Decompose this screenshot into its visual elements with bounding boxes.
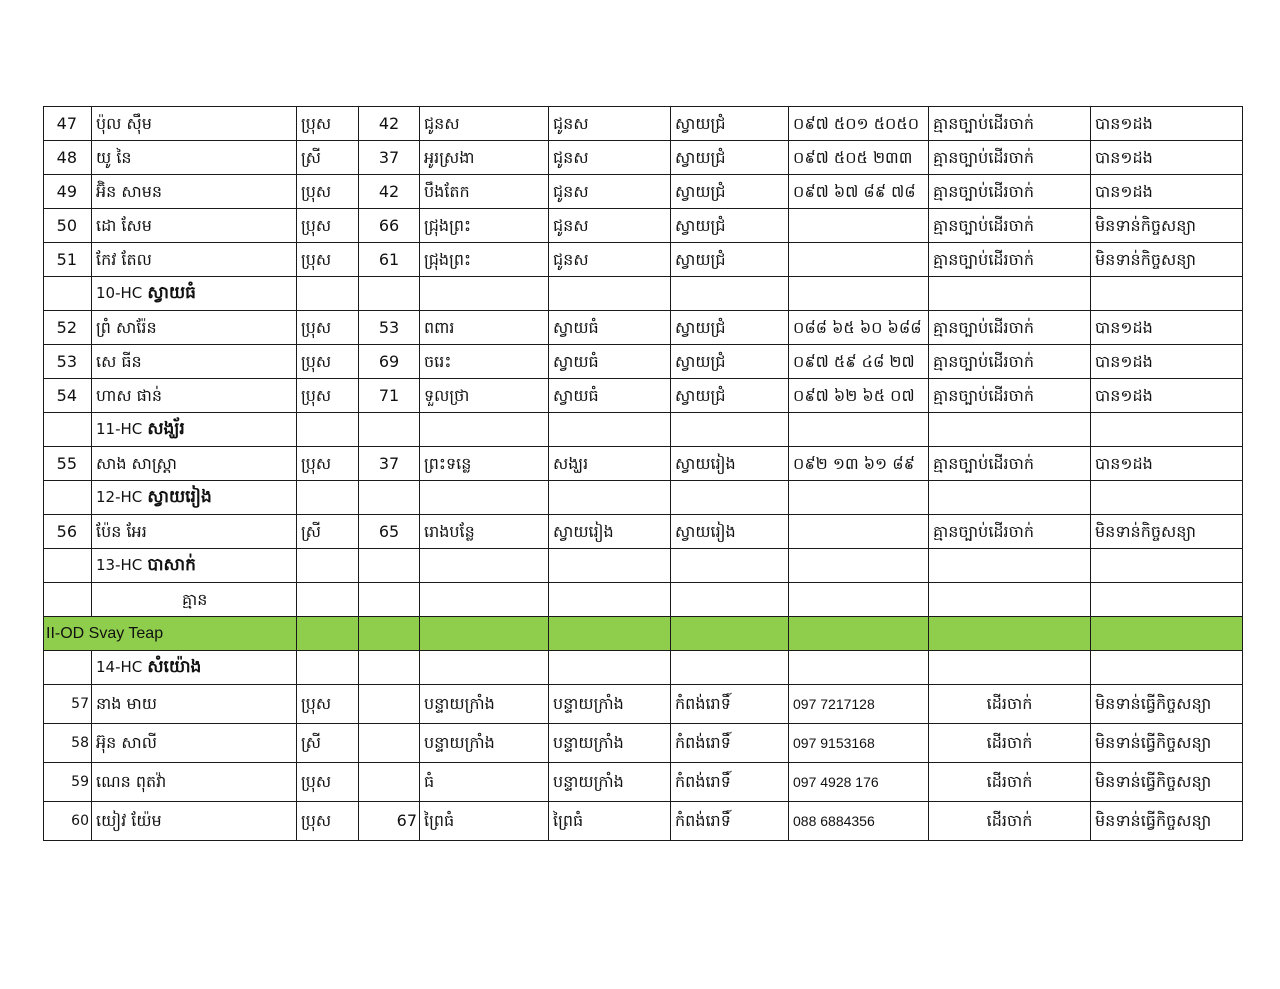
- status-cell: ដើរចាក់: [929, 685, 1091, 724]
- district-cell: ស្វាយជ្រំ: [671, 311, 789, 345]
- sex-cell: ប្រុស: [297, 209, 359, 243]
- status-cell: គ្មានច្បាប់ដើរចាក់: [929, 175, 1091, 209]
- village-cell: ពពារ: [420, 311, 549, 345]
- sex-cell: ប្រុស: [297, 175, 359, 209]
- status-cell: គ្មានច្បាប់ដើរចាក់: [929, 345, 1091, 379]
- status-cell: ដើរចាក់: [929, 802, 1091, 841]
- health-center-name: បាសាក់: [147, 555, 196, 575]
- sex-cell: ប្រុស: [297, 311, 359, 345]
- village-cell: ព្រៃធំ: [420, 802, 549, 841]
- age-cell: 67: [359, 802, 420, 841]
- result-cell: បាន១ដង: [1091, 345, 1243, 379]
- table-row: [44, 175, 1243, 209]
- table-row: [44, 107, 1243, 141]
- phone-cell: ០៨៨ ៦៥ ៦០ ៦៨៨: [789, 311, 929, 345]
- table-row: [44, 243, 1243, 277]
- phone-cell: 097 7217128: [789, 685, 929, 724]
- row-number: 50: [44, 209, 92, 243]
- phone-cell: [789, 243, 929, 277]
- phone-cell: ០៩៧ ៥០១ ៥០៥០: [789, 107, 929, 141]
- village-cell: ជ្រុងព្រះ: [420, 209, 549, 243]
- district-cell: កំពង់រោទិ៍: [671, 724, 789, 763]
- result-cell: បាន១ដង: [1091, 175, 1243, 209]
- row-number: 58: [44, 724, 92, 763]
- age-cell: [359, 763, 420, 802]
- district-cell: ស្វាយរៀង: [671, 515, 789, 549]
- district-cell: ស្វាយជ្រំ: [671, 243, 789, 277]
- age-cell: 42: [359, 107, 420, 141]
- commune-cell: ជូនស: [549, 175, 671, 209]
- commune-cell: សង្ឃរ: [549, 447, 671, 481]
- commune-cell: ស្វាយធំ: [549, 345, 671, 379]
- district-cell: កំពង់រោទិ៍: [671, 763, 789, 802]
- phone-cell: 088 6884356: [789, 802, 929, 841]
- result-cell: មិនទាន់ធ្វើកិច្ចសន្យា: [1091, 724, 1243, 763]
- district-cell: ស្វាយជ្រំ: [671, 379, 789, 413]
- operational-district-label: II-OD Svay Teap: [44, 617, 297, 651]
- status-cell: គ្មានច្បាប់ដើរចាក់: [929, 209, 1091, 243]
- sex-cell: ប្រុស: [297, 802, 359, 841]
- commune-cell: ព្រៃធំ: [549, 802, 671, 841]
- sex-cell: ប្រុស: [297, 107, 359, 141]
- phone-cell: [789, 515, 929, 549]
- sex-cell: ស្រី: [297, 141, 359, 175]
- row-number: 57: [44, 685, 92, 724]
- health-center-row: [44, 481, 1243, 515]
- name-cell: ដោ សែម: [92, 209, 297, 243]
- village-cell: ធំ: [420, 763, 549, 802]
- village-cell: ព្រះទន្លេ: [420, 447, 549, 481]
- status-cell: គ្មានច្បាប់ដើរចាក់: [929, 311, 1091, 345]
- village-cell: ទួលថ្រា: [420, 379, 549, 413]
- status-cell: គ្មានច្បាប់ដើរចាក់: [929, 447, 1091, 481]
- district-cell: ស្វាយជ្រំ: [671, 209, 789, 243]
- phone-cell: 097 9153168: [789, 724, 929, 763]
- status-cell: គ្មានច្បាប់ដើរចាក់: [929, 141, 1091, 175]
- name-cell: សេ ធីន: [92, 345, 297, 379]
- status-cell: គ្មានច្បាប់ដើរចាក់: [929, 243, 1091, 277]
- phone-cell: [789, 209, 929, 243]
- health-center-cell: [92, 651, 297, 685]
- health-center-row: [44, 651, 1243, 685]
- commune-cell: បន្ទាយក្រាំង: [549, 685, 671, 724]
- health-center-code: 10-HC: [96, 284, 143, 302]
- health-center-code: 13-HC: [96, 556, 143, 574]
- village-cell: ជូនស: [420, 107, 549, 141]
- name-cell: យៀវ យ៉ែម: [92, 802, 297, 841]
- commune-cell: បន្ទាយក្រាំង: [549, 724, 671, 763]
- health-center-name: ស្វាយរៀង: [147, 487, 212, 507]
- result-cell: បាន១ដង: [1091, 311, 1243, 345]
- health-center-name: សង្ឃ័រ: [147, 419, 185, 439]
- table-row: [44, 447, 1243, 481]
- health-center-cell: [92, 481, 297, 515]
- age-cell: 66: [359, 209, 420, 243]
- name-cell: យូ នៃ: [92, 141, 297, 175]
- result-cell: មិនទាន់កិច្ចសន្យា: [1091, 209, 1243, 243]
- table-row: [44, 802, 1243, 841]
- row-number: 53: [44, 345, 92, 379]
- result-cell: មិនទាន់ធ្វើកិច្ចសន្យា: [1091, 685, 1243, 724]
- phone-cell: 097 4928 176: [789, 763, 929, 802]
- district-cell: កំពង់រោទិ៍: [671, 802, 789, 841]
- result-cell: មិនទាន់កិច្ចសន្យា: [1091, 243, 1243, 277]
- sex-cell: ប្រុស: [297, 379, 359, 413]
- age-cell: [359, 724, 420, 763]
- sex-cell: ប្រុស: [297, 685, 359, 724]
- sex-cell: ប្រុស: [297, 763, 359, 802]
- commune-cell: ស្វាយរៀង: [549, 515, 671, 549]
- village-cell: បន្ទាយក្រាំង: [420, 685, 549, 724]
- sex-cell: ប្រុស: [297, 243, 359, 277]
- phone-cell: ០៩៧ ៥៩ ៤៨ ២៧: [789, 345, 929, 379]
- status-cell: ដើរចាក់: [929, 724, 1091, 763]
- village-cell: បន្ទាយក្រាំង: [420, 724, 549, 763]
- result-cell: មិនទាន់ធ្វើកិច្ចសន្យា: [1091, 763, 1243, 802]
- status-cell: ដើរចាក់: [929, 763, 1091, 802]
- none-note: គ្មាន: [92, 583, 297, 617]
- age-cell: 42: [359, 175, 420, 209]
- table-row: [44, 685, 1243, 724]
- age-cell: 71: [359, 379, 420, 413]
- health-center-cell: [92, 413, 297, 447]
- village-cell: អូរស្រងា: [420, 141, 549, 175]
- row-number: 54: [44, 379, 92, 413]
- village-cell: ចរេះ: [420, 345, 549, 379]
- village-cell: ជ្រុងព្រះ: [420, 243, 549, 277]
- row-number: 56: [44, 515, 92, 549]
- sex-cell: ស្រី: [297, 515, 359, 549]
- result-cell: បាន១ដង: [1091, 379, 1243, 413]
- table-row: [44, 311, 1243, 345]
- phone-cell: ០៩៧ ៦២ ៦៥ ០៧: [789, 379, 929, 413]
- name-cell: ហាស ផាន់: [92, 379, 297, 413]
- result-cell: មិនទាន់កិច្ចសន្យា: [1091, 515, 1243, 549]
- health-center-row: [44, 549, 1243, 583]
- health-center-name: ស្វាយធំ: [147, 283, 196, 303]
- row-number: 48: [44, 141, 92, 175]
- commune-cell: បន្ទាយក្រាំង: [549, 763, 671, 802]
- phone-cell: ០៩២ ១៣ ៦១ ៨៩: [789, 447, 929, 481]
- village-cell: បឹងតែក: [420, 175, 549, 209]
- table-row: [44, 763, 1243, 802]
- name-cell: នាង មាយ: [92, 685, 297, 724]
- table-row: [44, 379, 1243, 413]
- commune-cell: ស្វាយធំ: [549, 311, 671, 345]
- name-cell: ណេន ពុតវ៉ា: [92, 763, 297, 802]
- health-center-row: [44, 413, 1243, 447]
- result-cell: បាន១ដង: [1091, 141, 1243, 175]
- health-center-code: 12-HC: [96, 488, 143, 506]
- age-cell: 65: [359, 515, 420, 549]
- table-row: [44, 345, 1243, 379]
- health-center-cell: [92, 549, 297, 583]
- table-row: [44, 515, 1243, 549]
- health-center-name: សំយ៉ោង: [147, 657, 202, 677]
- name-cell: ប៉ុល ស៊ឹម: [92, 107, 297, 141]
- table-row: [44, 209, 1243, 243]
- result-cell: បាន១ដង: [1091, 107, 1243, 141]
- health-center-code: 11-HC: [96, 420, 143, 438]
- table-row: [44, 724, 1243, 763]
- commune-cell: ជូនស: [549, 107, 671, 141]
- name-cell: អ៊ិន សាមន: [92, 175, 297, 209]
- health-center-code: 14-HC: [96, 658, 143, 676]
- table-row: [44, 141, 1243, 175]
- empty-note-row: [44, 583, 1243, 617]
- sex-cell: ប្រុស: [297, 447, 359, 481]
- commune-cell: ជូនស: [549, 141, 671, 175]
- name-cell: ប៉ែន អែរ: [92, 515, 297, 549]
- name-cell: ព្រំ សារ៉ែន: [92, 311, 297, 345]
- row-number: 47: [44, 107, 92, 141]
- district-cell: ស្វាយរៀង: [671, 447, 789, 481]
- commune-cell: ជូនស: [549, 209, 671, 243]
- sex-cell: ស្រី: [297, 724, 359, 763]
- records-table: [43, 106, 1243, 841]
- age-cell: [359, 685, 420, 724]
- age-cell: 37: [359, 141, 420, 175]
- status-cell: គ្មានច្បាប់ដើរចាក់: [929, 379, 1091, 413]
- age-cell: 37: [359, 447, 420, 481]
- row-number: 52: [44, 311, 92, 345]
- result-cell: មិនទាន់ធ្វើកិច្ចសន្យា: [1091, 802, 1243, 841]
- age-cell: 69: [359, 345, 420, 379]
- name-cell: កែវ តែល: [92, 243, 297, 277]
- name-cell: សាង សាស្ត្រា: [92, 447, 297, 481]
- status-cell: គ្មានច្បាប់ដើរចាក់: [929, 515, 1091, 549]
- district-cell: ស្វាយជ្រំ: [671, 175, 789, 209]
- row-number: 51: [44, 243, 92, 277]
- age-cell: 61: [359, 243, 420, 277]
- name-cell: អ៊ុន សាលី: [92, 724, 297, 763]
- operational-district-row: [44, 617, 1243, 651]
- district-cell: ស្វាយជ្រំ: [671, 141, 789, 175]
- phone-cell: ០៩៧ ៦៧ ៨៩ ៧៨: [789, 175, 929, 209]
- row-number: 49: [44, 175, 92, 209]
- sex-cell: ប្រុស: [297, 345, 359, 379]
- result-cell: បាន១ដង: [1091, 447, 1243, 481]
- row-number: 59: [44, 763, 92, 802]
- phone-cell: ០៩៧ ៥០៥ ២៣៣: [789, 141, 929, 175]
- health-center-cell: [92, 277, 297, 311]
- district-cell: កំពង់រោទិ៍: [671, 685, 789, 724]
- status-cell: គ្មានច្បាប់ដើរចាក់: [929, 107, 1091, 141]
- district-cell: ស្វាយជ្រំ: [671, 345, 789, 379]
- age-cell: 53: [359, 311, 420, 345]
- commune-cell: ស្វាយធំ: [549, 379, 671, 413]
- row-number: 55: [44, 447, 92, 481]
- village-cell: រោងបន្លែ: [420, 515, 549, 549]
- commune-cell: ជូនស: [549, 243, 671, 277]
- district-cell: ស្វាយជ្រំ: [671, 107, 789, 141]
- row-number: 60: [44, 802, 92, 841]
- health-center-row: [44, 277, 1243, 311]
